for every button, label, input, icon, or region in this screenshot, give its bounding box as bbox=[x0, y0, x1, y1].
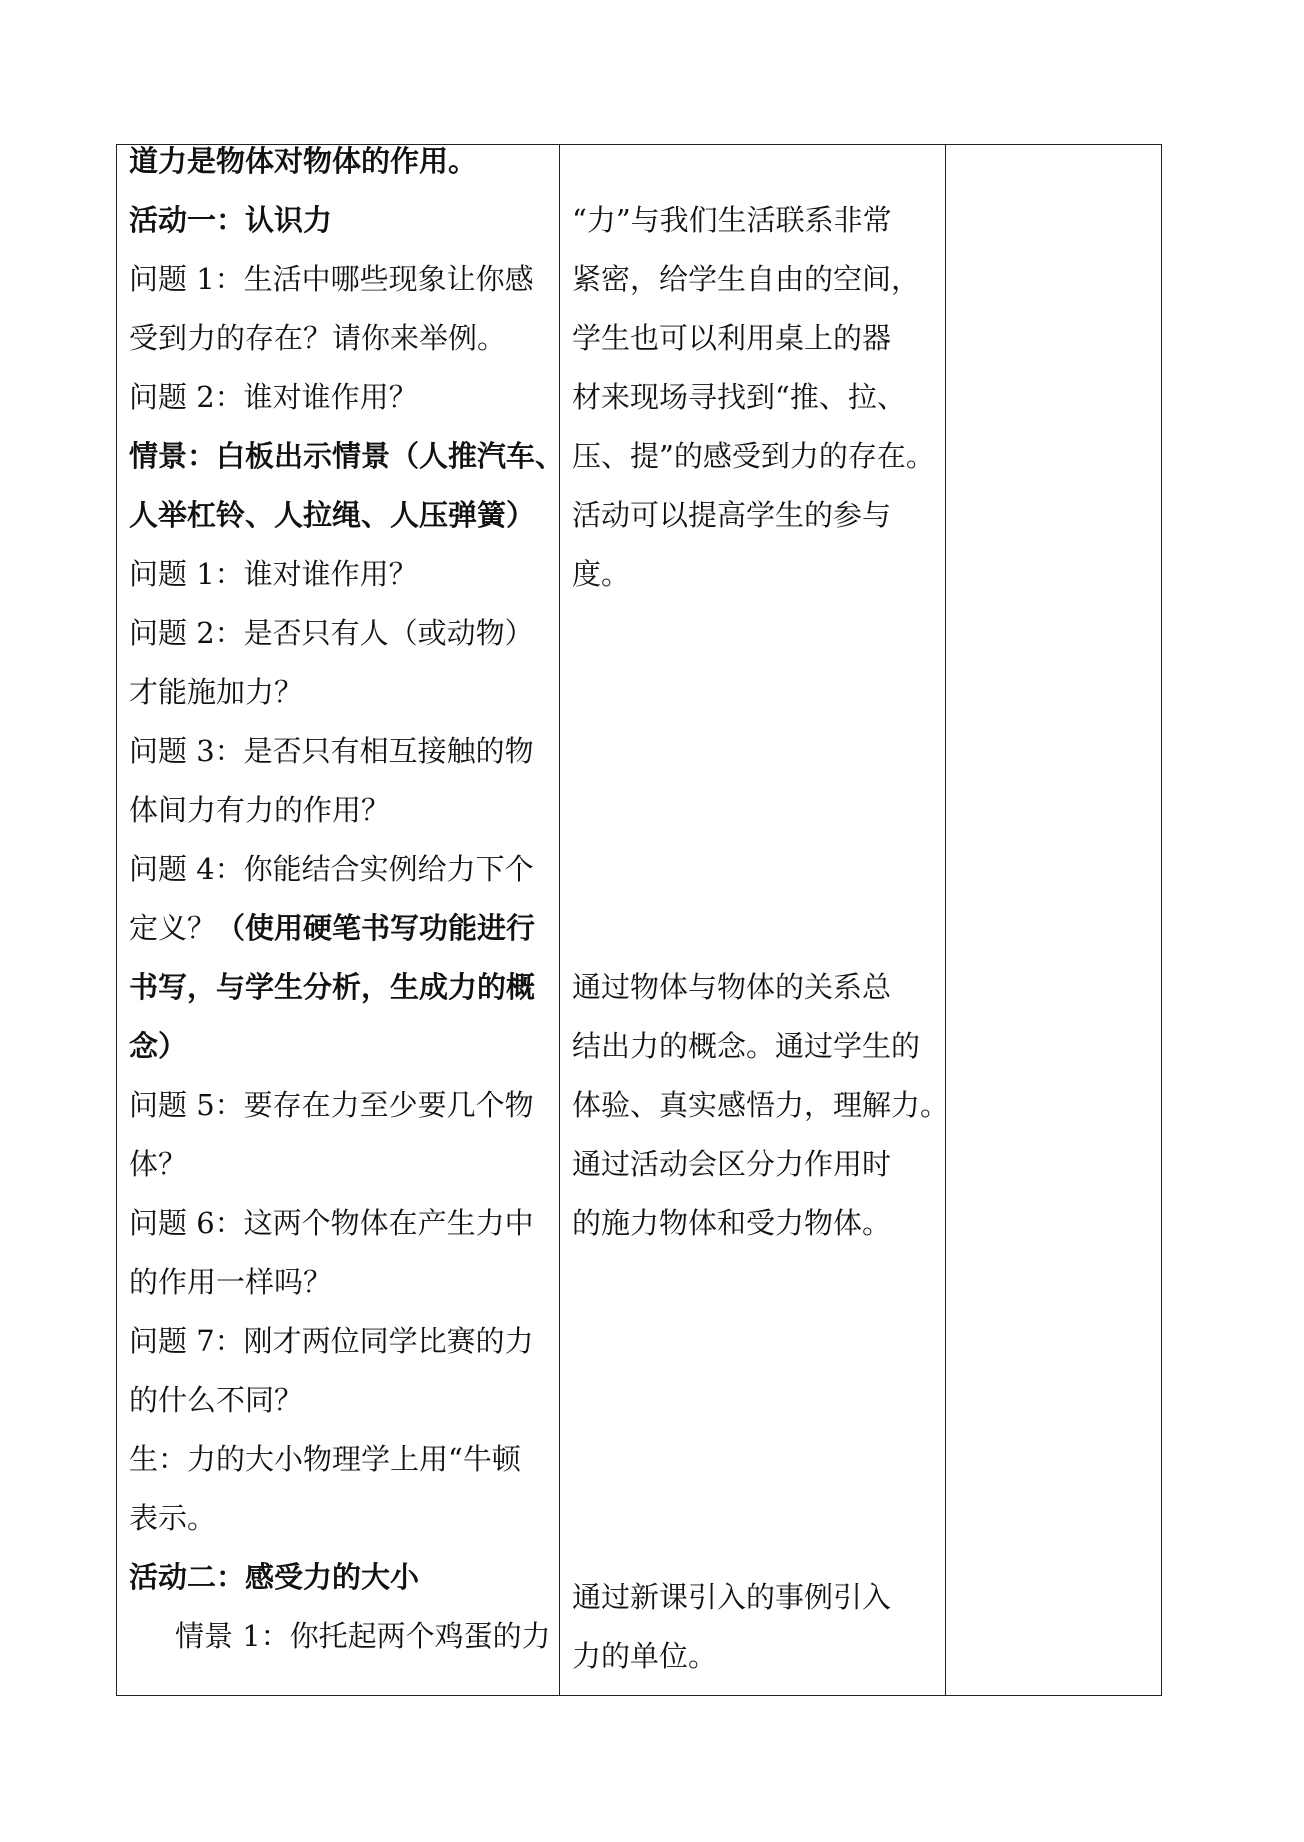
text-line: 问题 2：是否只有人（或动物） bbox=[129, 616, 534, 650]
text-line: 人举杠铃、人拉绳、人压弹簧） bbox=[129, 498, 536, 532]
text-line: 体验、真实感悟力，理解力。 bbox=[572, 1088, 950, 1122]
text-line: 问题 1：谁对谁作用？ bbox=[129, 557, 418, 591]
text-line: 的施力物体和受力物体。 bbox=[572, 1206, 892, 1240]
text-line bbox=[129, 908, 535, 948]
text-line: 紧密，给学生自由的空间， bbox=[572, 262, 921, 296]
text-line: 问题 3：是否只有相互接触的物 bbox=[129, 734, 534, 768]
text-line: 的作用一样吗？ bbox=[129, 1265, 333, 1299]
text-line: 受到力的存在？请你来举例。 bbox=[129, 321, 507, 355]
text-line: 结出力的概念。通过学生的 bbox=[572, 1029, 921, 1063]
text-line: 问题 1：生活中哪些现象让你感 bbox=[129, 262, 534, 296]
text-line: 通过物体与物体的关系总 bbox=[572, 970, 892, 1004]
text-fragment: 定义？ bbox=[129, 911, 217, 945]
notes-column bbox=[946, 145, 1161, 1695]
text-line: 问题 2：谁对谁作用？ bbox=[129, 380, 418, 414]
teaching-process-column bbox=[117, 144, 565, 1695]
text-line: 问题 5：要存在力至少要几个物 bbox=[129, 1088, 534, 1122]
text-fragment-bold: （使用硬笔书写功能进行 bbox=[216, 911, 536, 945]
text-line: 念） bbox=[129, 1029, 188, 1063]
text-line: 通过活动会区分力作用时 bbox=[572, 1147, 892, 1181]
activity-heading: 活动二：感受力的大小 bbox=[129, 1560, 420, 1594]
text-line: 通过新课引入的事例引入 bbox=[572, 1580, 892, 1614]
text-line: 道力是物体对物体的作用。 bbox=[129, 144, 478, 178]
text-line: 问题 4：你能结合实例给力下个 bbox=[129, 852, 534, 886]
text-line: 力的单位。 bbox=[572, 1639, 718, 1673]
text-line: 生：力的大小物理学上用“牛顿 bbox=[129, 1442, 521, 1476]
text-line: 材来现场寻找到“推、拉、 bbox=[572, 380, 906, 414]
text-line: 问题 6：这两个物体在产生力中 bbox=[129, 1206, 534, 1240]
text-line: 体？ bbox=[129, 1147, 188, 1181]
text-line: 才能施加力？ bbox=[129, 675, 304, 709]
text-line: 问题 7：刚才两位同学比赛的力 bbox=[129, 1324, 534, 1358]
text-line: 表示。 bbox=[129, 1501, 217, 1535]
lesson-table bbox=[116, 144, 1162, 1696]
text-line: 书写，与学生分析，生成力的概 bbox=[129, 970, 536, 1004]
text-line: 情景 1：你托起两个鸡蛋的力 bbox=[175, 1619, 551, 1653]
text-line: 情景：白板出示情景（人推汽车、 bbox=[129, 439, 565, 473]
text-line: “力”与我们生活联系非常 bbox=[572, 203, 892, 237]
text-line: 的什么不同？ bbox=[129, 1383, 304, 1417]
text-line: 活动可以提高学生的参与 bbox=[572, 498, 892, 532]
text-line: 体间力有力的作用？ bbox=[129, 793, 391, 827]
activity-heading: 活动一：认识力 bbox=[129, 203, 333, 237]
design-intent-column bbox=[560, 145, 950, 1695]
text-line: 度。 bbox=[572, 557, 631, 591]
text-line: 学生也可以利用桌上的器 bbox=[572, 321, 892, 355]
text-line: 压、提”的感受到力的存在。 bbox=[572, 439, 935, 473]
